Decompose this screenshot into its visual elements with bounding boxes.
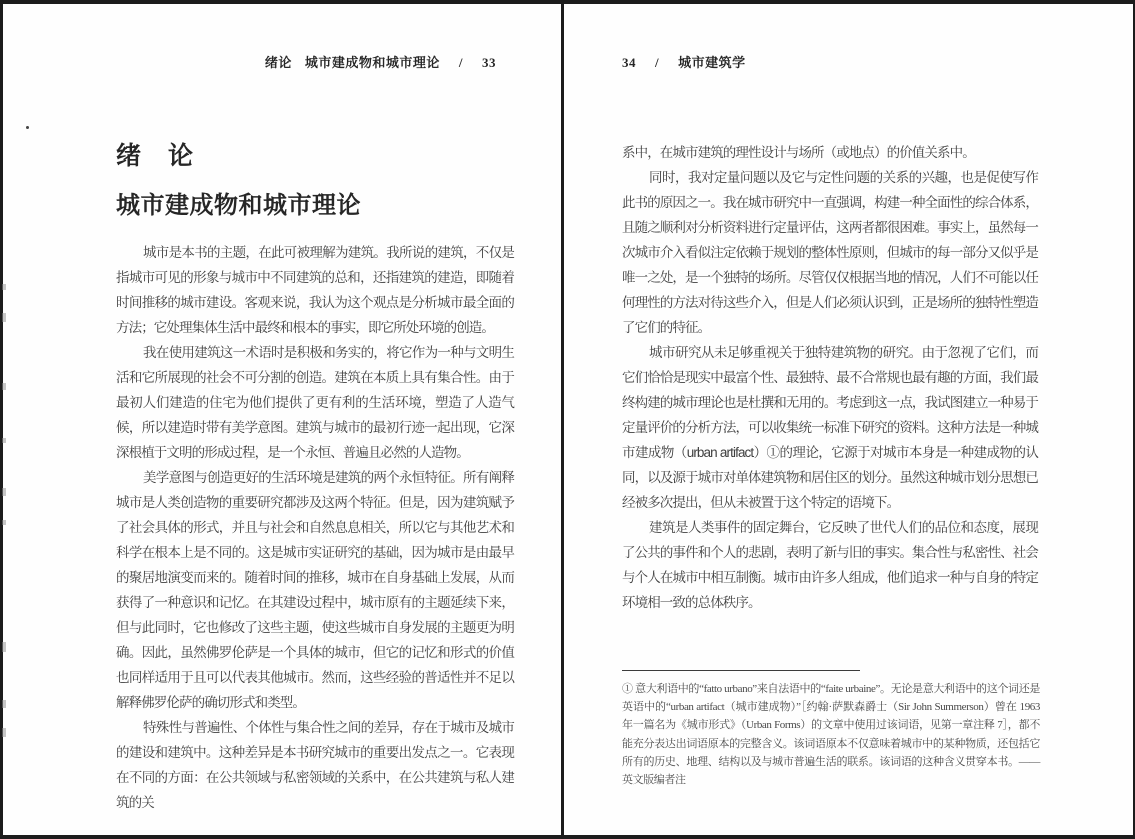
page-number-right: 34 — [622, 55, 636, 70]
paragraph: 建筑是人类事件的固定舞台，它反映了世代人们的品位和态度，展现了公共的事件和个人的悲剧，表明了新与旧的事实。集合性与私密性、社会与个人在城市中相互制衡。城市由许多人组成，他们追求一种与自身的特定环境相一致的总体秩序。 — [622, 520, 1038, 610]
page-right — [622, 0, 1038, 839]
scan-edge-artifact — [2, 728, 6, 737]
paragraph-continuation: 系中，在城市建筑的理性设计与场所（或地点）的价值关系中。 — [622, 145, 975, 160]
footnote-text: ① 意大利语中的“fatto urbano”来自法语中的“faite urbaine”。无论是意大利语中的这个词还是英语中的“urban artifact（城市建成物）”［约翰·萨默森爵士（Sir John Summerson）曾在 1963 年一篇名为《城市形式》（Urban Forms）的文章中使用过该词语，见第一章注释 7］，都不能充分表达出词语原本的完整含义。该词语原本不仅意味着城市中的某种物质，还包括它所有的历史、地理、结构以及与城市普遍生活的联系。该词语的这种含义贯穿本书。——英文版编者注 — [622, 683, 1040, 787]
scan-edge-artifact — [2, 700, 6, 708]
paragraph: 特殊性与普遍性、个体性与集合性之间的差异，存在于城市及城市的建设和建筑中。这种差异是本书研究城市的重要出发点之一。它表现在不同的方面：在公共领域与私密领域的关系中，在公共建筑与私人建筑的关 — [116, 720, 514, 810]
right-body-text — [622, 140, 1038, 615]
paragraph: 城市研究从未足够重视关于独特建筑物的研究。由于忽视了它们，而它们恰恰是现实中最富个性、最独特、最不合常规也最有趣的方面，我们最终构建的城市理论也是杜撰和无用的。考虑到这一点，我试图建立一种易于定量评价的分析方法，可以收集统一标准下研究的资料。这种方法是一种城市建成物（urban artifact）①的理论，它源于对城市本身是一种建成物的认同，以及源于城市对单体建筑物和居住区的划分。虽然这种城市划分思想已经被多次提出，但从未被置于这个特定的语境下。 — [622, 345, 1038, 510]
left-body-text — [116, 240, 514, 815]
paragraph: 美学意图与创造更好的生活环境是建筑的两个永恒特征。所有阐释城市是人类创造物的重要研究都涉及这两个特征。但是，因为建筑赋予了社会具体的形式，并且与社会和自然息息相关，所以它与其他艺术和科学在根本上是不同的。这是城市实证研究的基础，因为城市是由最早的聚居地演变而来的。随着时间的推移，城市在自身基础上发展，从而获得了一种意识和记忆。在其建设过程中，城市原有的主题延续下来，但与此同时，它也修改了这些主题，使这些城市自身发展的主题更为明确。因此，虽然佛罗伦萨是一个具体的城市，但它的记忆和形式的价值也同样适用于且可以代表其他城市。然而，这些经验的普适性并不足以解释佛罗伦萨的确切形式和类型。 — [116, 470, 514, 710]
header-book-title: 城市建筑学 — [678, 55, 746, 70]
header-chapter-label: 绪论 — [264, 55, 292, 70]
footnote-divider-rule — [622, 670, 860, 671]
scan-edge-artifact — [2, 642, 6, 652]
ink-dot-artifact — [26, 126, 29, 129]
left-running-header — [116, 52, 514, 71]
footnote-block — [622, 670, 1040, 789]
scan-edge-artifact — [2, 520, 6, 525]
header-chapter-title: 城市建成物和城市理论 — [304, 55, 440, 70]
header-separator: / — [655, 55, 660, 70]
chapter-title: 绪 论 — [116, 142, 195, 170]
scan-edge-artifact — [2, 383, 6, 390]
paragraph: 我在使用建筑这一术语时是积极和务实的，将它作为一种与文明生活和它所展现的社会不可分割的创造。建筑在本质上具有集合性。由于最初人们建造的住宅为他们提供了更有利的生活环境，塑造了人造气候，所以建造时带有美学意图。建筑与城市的最初行迹一起出现，它深深根植于文明的形成过程，是一个永恒、普遍且必然的人造物。 — [116, 345, 514, 460]
page-left — [116, 0, 514, 839]
chapter-subtitle: 城市建成物和城市理论 — [116, 192, 361, 219]
scan-edge-artifact — [2, 284, 6, 290]
header-separator: / — [458, 55, 463, 70]
paragraph: 同时，我对定量问题以及它与定性问题的关系的兴趣，也是促使写作此书的原因之一。我在城市研究中一直强调，构建一种全面性的综合体系，且随之顺利对分析资料进行定量评估，这两者都很困难。事实上，虽然每一次城市介入看似注定依赖于规划的整体性原则，但城市的每一部分又似乎是唯一之处，是一个独特的场所。尽管仅仅根据当地的情况，人们不可能以任何理性的方法对待这些介入，但是人们必须认识到，正是场所的独特性塑造了它们的特征。 — [622, 170, 1038, 335]
scan-edge-artifact — [2, 313, 6, 322]
page-number-left: 33 — [482, 55, 496, 70]
right-running-header — [622, 52, 1038, 71]
scan-edge-artifact — [2, 488, 6, 496]
page-gutter-divider — [561, 0, 564, 839]
scan-edge-artifact — [2, 438, 6, 443]
paragraph: 城市是本书的主题，在此可被理解为建筑。我所说的建筑，不仅是指城市可见的形象与城市中不同建筑的总和，还指建筑的建造，即随着时间推移的城市建设。客观来说，我认为这个观点是分析城市最全面的方法；它处理集体生活中最终和根本的事实，即它所处环境的创造。 — [116, 245, 514, 335]
